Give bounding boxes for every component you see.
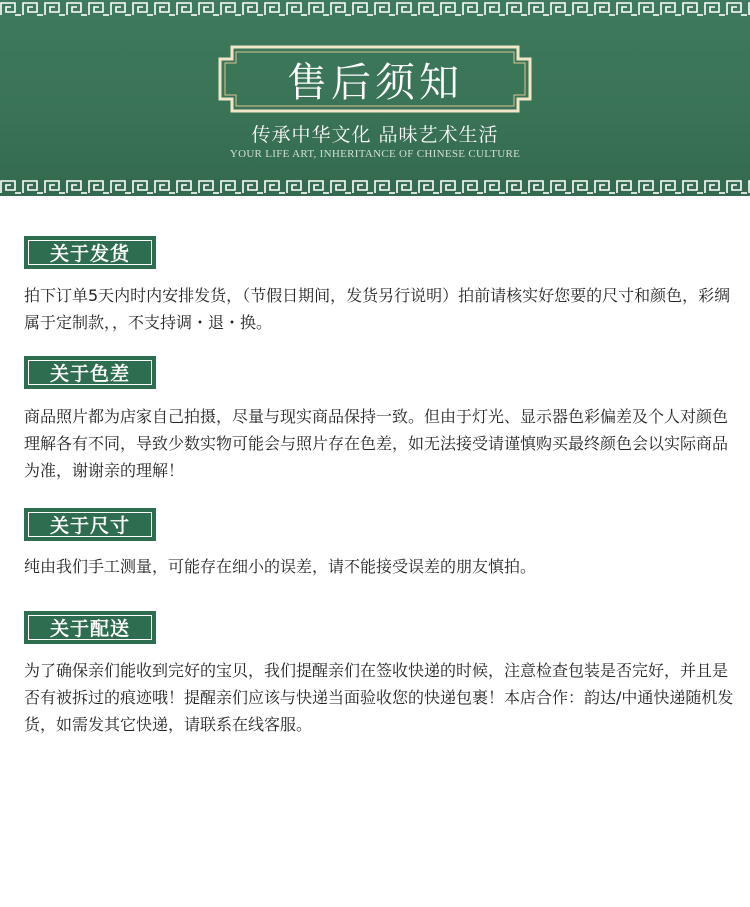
section-heading-label: 关于配送 [28, 615, 152, 640]
page-title: 售后须知 [287, 59, 463, 106]
title-frame [218, 45, 532, 113]
section-heading-delivery [24, 611, 156, 644]
section-body-size: 纯由我们手工测量，可能存在细小的误差，请不能接受误差的朋友慎拍。 [24, 557, 537, 576]
section-heading-shipping [24, 236, 156, 269]
section-heading-label: 关于尺寸 [28, 512, 152, 537]
section-heading-size [24, 508, 156, 541]
fret-border-top [0, 2, 750, 16]
section-body-color-difference: 商品照片都为店家自己拍摄，尽量与现实商品保持一致。但由于灯光、显示器色彩偏差及个人对颜色理解各有不同，导致少数实物可能会与照片存在色差，如无法接受请谨慎购买最终颜色会以实际商品为准，谢谢亲的理解！ [24, 407, 729, 480]
section-heading-label: 关于发货 [28, 240, 152, 265]
section-heading-color-difference [24, 356, 156, 389]
section-body-delivery: 为了确保亲们能收到完好的宝贝，我们提醒亲们在签收快递的时候，注意检查包装是否完好，并且是否有被拆过的痕迹哦！提醒亲们应该与快递当面验收您的快递包裹！本店合作：韵达/中通快递随机发货，如需发其它快递，请联系在线客服。 [24, 661, 734, 734]
subtitle-english: YOUR LIFE ART, INHERITANCE OF CHINESE CULTURE [229, 148, 521, 160]
section-heading-label: 关于色差 [28, 360, 152, 385]
header-banner [0, 0, 750, 196]
section-body-shipping: 拍下订单5天内时内安排发货，（节假日期间，发货另行说明）拍前请核实好您要的尺寸和颜色，彩绸属于定制款，，不支持调・退・换。 [24, 286, 731, 332]
fret-border-bottom [0, 180, 750, 194]
subtitle: 传承中华文化 品味艺术生活 [251, 124, 499, 146]
